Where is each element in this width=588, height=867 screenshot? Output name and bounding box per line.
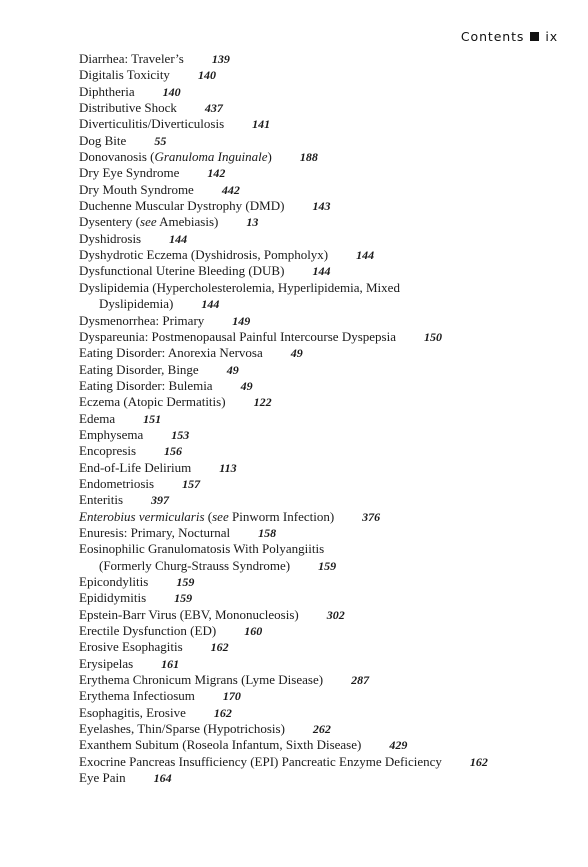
- toc-entry: [79, 67, 559, 83]
- toc-entry: [79, 149, 559, 165]
- toc-page-number: 157: [182, 476, 201, 491]
- toc-entry: [79, 525, 559, 541]
- toc-entry-text: Erysipelas: [79, 655, 134, 671]
- toc-entry: [79, 509, 559, 525]
- toc-page-number: 262: [312, 722, 331, 737]
- toc-page-number: 287: [351, 673, 370, 688]
- toc-entry: [79, 574, 559, 590]
- toc-entry: [79, 688, 559, 704]
- toc-entry-text: Distributive Shock: [79, 100, 177, 116]
- toc-entry: [79, 345, 559, 361]
- toc-entry-text: End-of-Life Delirium: [79, 459, 192, 475]
- toc-entry-text: Dry Mouth Syndrome: [79, 181, 194, 197]
- toc-entry-text: Eosinophilic Granulomatosis With Polyangiitis: [79, 541, 325, 557]
- toc-page-number: 437: [204, 101, 223, 116]
- toc-entry-text: Exanthem Subitum (Roseola Infantum, Sixth Disease): [79, 737, 362, 753]
- toc-entry: [79, 656, 559, 672]
- toc-page-number: 143: [312, 199, 331, 214]
- toc-entry-text: Edema: [79, 410, 116, 426]
- toc-page-number: 142: [207, 166, 226, 181]
- toc-entry: [79, 476, 559, 492]
- toc-entry-text: Diarrhea: Traveler’s: [79, 51, 184, 66]
- toc-entry-text: Exocrine Pancreas Insufficiency (EPI) Pancreatic Enzyme Deficiency: [79, 753, 442, 769]
- toc-page-number: 162: [213, 705, 232, 720]
- toc-entry: [79, 329, 559, 345]
- toc-entry-text: Enteritis: [79, 492, 124, 508]
- toc-entry: [79, 672, 559, 688]
- toc-page-number: 156: [164, 444, 183, 459]
- toc-page-number: 159: [176, 575, 195, 589]
- toc-entry-text: Erythema Infectiosum: [79, 688, 195, 704]
- toc-page-number: 13: [246, 215, 259, 230]
- toc-entry: [79, 394, 559, 410]
- toc-entry: [79, 100, 559, 116]
- toc-entry-text: Duchenne Muscular Dystrophy (DMD): [79, 198, 285, 214]
- toc-entry: [79, 182, 559, 198]
- toc-entry-text: see: [140, 214, 157, 230]
- toc-entry: [79, 541, 559, 557]
- toc-page-number: 139: [211, 52, 230, 66]
- toc-page-number: 150: [423, 329, 442, 344]
- toc-page-number: 159: [318, 558, 337, 573]
- toc-entry-text: Erosive Esophagitis: [79, 639, 183, 655]
- running-header: [461, 29, 558, 44]
- toc-entry-text: Erythema Chronicum Migrans (Lyme Disease): [79, 672, 324, 688]
- toc-entry-text: see: [212, 508, 229, 524]
- toc-entry: [79, 770, 559, 786]
- toc-entry: [79, 427, 559, 443]
- toc-page-number: 162: [210, 640, 229, 655]
- toc-page-number: 397: [151, 493, 170, 508]
- toc-page-number: 160: [244, 624, 263, 639]
- toc-entry-text: Diphtheria: [79, 83, 135, 99]
- toc-entry-text: Eczema (Atopic Dermatitis): [79, 394, 226, 410]
- toc-page-number: 158: [258, 525, 277, 540]
- toc-page-number: 141: [252, 117, 271, 132]
- toc-entry-text: Enterobius vermicularis: [79, 508, 205, 524]
- toc-entry: [79, 84, 559, 100]
- toc-entry-text: Endometriosis: [79, 475, 155, 491]
- toc-entry-text: Esophagitis, Erosive: [79, 704, 186, 720]
- toc-page-number: 376: [362, 509, 381, 524]
- toc-page-number: 55: [154, 133, 167, 148]
- square-bullet-icon: [530, 32, 539, 41]
- toc-entry-text: Dyslipidemia): [99, 296, 174, 312]
- toc-entry: [79, 639, 559, 655]
- toc-entry-text: Dysentery (: [79, 214, 141, 230]
- toc-entry: [79, 590, 559, 606]
- toc-entry: [79, 214, 559, 230]
- toc-page-number: 188: [299, 150, 318, 165]
- toc-entry-text: Epstein-Barr Virus (EBV, Mononucleosis): [79, 606, 299, 622]
- header-page-number: ix: [545, 29, 558, 44]
- toc-entry-text: Eyelashes, Thin/Sparse (Hypotrichosis): [79, 721, 285, 737]
- toc-entry: [79, 754, 559, 770]
- toc-entry-text: Epididymitis: [79, 590, 147, 606]
- toc-page-number: 442: [221, 182, 240, 197]
- toc-entry-text: Amebiasis): [156, 214, 219, 230]
- toc-entry-text: Encopresis: [79, 443, 137, 459]
- toc-entry-text: Emphysema: [79, 426, 144, 442]
- toc-entry: [79, 133, 559, 149]
- toc-page-number: 164: [153, 771, 172, 786]
- toc-entry: [79, 362, 559, 378]
- toc-entry-text: Dog Bite: [79, 132, 127, 148]
- toc-entry-text: Eating Disorder, Binge: [79, 361, 199, 377]
- toc-page-number: 170: [222, 689, 241, 704]
- toc-page-number: 144: [312, 264, 331, 279]
- toc-entry: [79, 313, 559, 329]
- toc-entry-text: Diverticulitis/Diverticulosis: [79, 116, 225, 132]
- toc-entry-continuation: [79, 558, 559, 574]
- toc-entry-text: Eating Disorder: Bulemia: [79, 377, 213, 393]
- toc-entry: [79, 492, 559, 508]
- toc-page-number: 144: [356, 248, 375, 263]
- toc-entry-text: Dysmenorrhea: Primary: [79, 312, 205, 328]
- toc-entry: [79, 623, 559, 639]
- toc-entry-text: Eye Pain: [79, 770, 126, 786]
- toc-page-number: 159: [174, 591, 193, 606]
- toc-entry-text: Pinworm Infection): [228, 508, 335, 524]
- toc-entry: [79, 247, 559, 263]
- toc-entry: [79, 280, 559, 296]
- toc-page-number: 153: [171, 427, 190, 442]
- toc-entry: [79, 607, 559, 623]
- contents-list: [79, 51, 559, 786]
- toc-page-number: 140: [197, 68, 216, 83]
- toc-entry: [79, 411, 559, 427]
- toc-page-number: 144: [201, 297, 220, 312]
- toc-entry: [79, 737, 559, 753]
- toc-entry: [79, 198, 559, 214]
- toc-entry-text: Granuloma Inguinale: [154, 149, 268, 165]
- toc-entry-text: Epicondylitis: [79, 574, 149, 589]
- toc-entry-text: (: [204, 508, 213, 524]
- toc-entry-text: Dyslipidemia (Hypercholesterolemia, Hyperlipidemia, Mixed: [79, 279, 400, 295]
- toc-page-number: 140: [162, 84, 181, 99]
- toc-entry-text: Donovanosis (: [79, 149, 155, 165]
- toc-entry-text: Eating Disorder: Anorexia Nervosa: [79, 345, 263, 361]
- toc-entry-text: Erectile Dysfunction (ED): [79, 623, 217, 639]
- toc-page-number: 49: [290, 346, 303, 361]
- toc-page-number: 429: [389, 738, 408, 753]
- toc-entry: [79, 116, 559, 132]
- toc-page-number: 49: [240, 378, 253, 393]
- toc-entry: [79, 705, 559, 721]
- toc-page-number: 162: [469, 754, 488, 769]
- toc-entry: [79, 165, 559, 181]
- toc-page-number: 144: [169, 231, 188, 246]
- toc-entry-text: Enuresis: Primary, Nocturnal: [79, 524, 231, 540]
- toc-entry: [79, 51, 559, 67]
- toc-page-number: 122: [253, 395, 272, 410]
- toc-entry: [79, 263, 559, 279]
- toc-page-number: 49: [226, 362, 239, 377]
- toc-page-number: 302: [326, 607, 345, 622]
- toc-page-number: 113: [219, 460, 237, 475]
- toc-entry-text: Dry Eye Syndrome: [79, 165, 180, 181]
- toc-entry-continuation: [79, 296, 559, 312]
- toc-entry: [79, 721, 559, 737]
- toc-entry-text: Digitalis Toxicity: [79, 67, 170, 83]
- toc-entry: [79, 460, 559, 476]
- toc-entry-text: Dyshydrotic Eczema (Dyshidrosis, Pompholyx): [79, 247, 329, 263]
- toc-entry: [79, 378, 559, 394]
- toc-page-number: 151: [143, 411, 162, 426]
- toc-entry-text: Dysfunctional Uterine Bleeding (DUB): [79, 263, 285, 279]
- header-section-title: Contents: [460, 29, 525, 44]
- toc-entry-text: Dyshidrosis: [79, 230, 142, 246]
- toc-entry-text: ): [267, 149, 272, 165]
- toc-entry-text: (Formerly Churg-Strauss Syndrome): [99, 557, 291, 573]
- toc-page-number: 149: [232, 313, 251, 328]
- toc-entry: [79, 443, 559, 459]
- toc-entry: [79, 231, 559, 247]
- toc-entry-text: Dyspareunia: Postmenopausal Painful Intercourse Dyspepsia: [79, 328, 396, 344]
- toc-page-number: 161: [161, 656, 180, 671]
